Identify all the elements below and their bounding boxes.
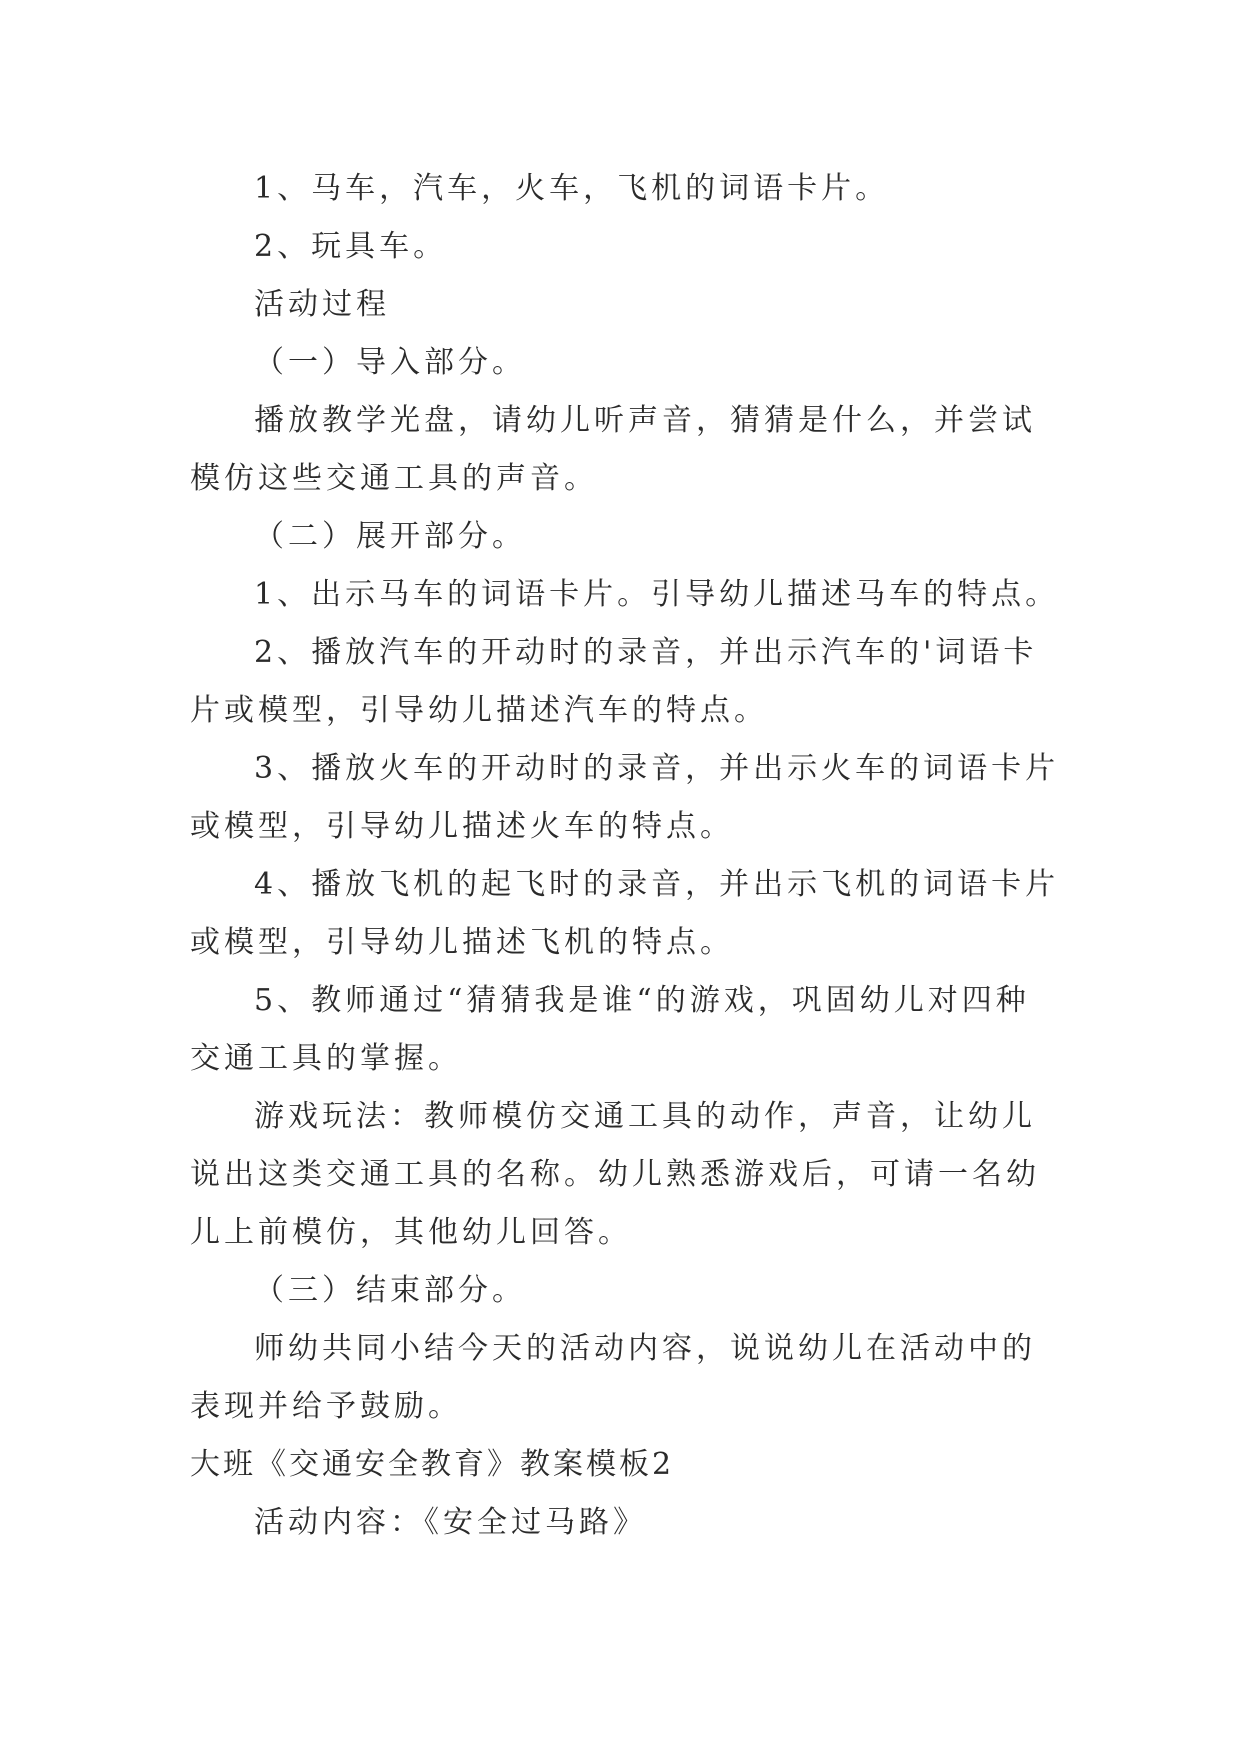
material-item-2: 2、玩具车。 <box>254 229 448 264</box>
lesson-plan-title: 大班《交通安全教育》教案模板2 <box>190 1447 675 1482</box>
document-body <box>190 160 1060 1552</box>
step-1-paragraph: 1、出示马车的词语卡片。引导幼儿描述马车的特点。 <box>254 577 1060 612</box>
step-3-paragraph: 3、播放火车的开动时的录音，并出示火车的词语卡片或模型，引导幼儿描述火车的特点。 <box>190 751 1060 844</box>
game-rules-paragraph: 游戏玩法：教师模仿交通工具的动作，声音，让幼儿说出这类交通工具的名称。幼儿熟悉游戏后，可请一名幼儿上前模仿，其他幼儿回答。 <box>190 1099 1040 1250</box>
activity-content-line: 活动内容：《安全过马路》 <box>254 1505 647 1540</box>
subsection-heading-development: （二）展开部分。 <box>254 519 526 554</box>
section-heading-activity-process: 活动过程 <box>254 287 390 322</box>
subsection-heading-intro: （一）导入部分。 <box>254 345 526 380</box>
paragraph-intro: 播放教学光盘，请幼儿听声音，猜猜是什么，并尝试模仿这些交通工具的声音。 <box>190 403 1036 496</box>
conclusion-paragraph: 师幼共同小结今天的活动内容，说说幼儿在活动中的表现并给予鼓励。 <box>190 1331 1036 1424</box>
step-5-paragraph: 5、教师通过“猜猜我是谁“的游戏，巩固幼儿对四种交通工具的掌握。 <box>190 983 1030 1076</box>
step-4-paragraph: 4、播放飞机的起飞时的录音，并出示飞机的词语卡片或模型，引导幼儿描述飞机的特点。 <box>190 867 1060 960</box>
material-item-1: 1、马车，汽车，火车，飞机的词语卡片。 <box>254 171 890 206</box>
subsection-heading-conclusion: （三）结束部分。 <box>254 1273 526 1308</box>
step-2-paragraph: 2、播放汽车的开动时的录音，并出示汽车的'词语卡片或模型，引导幼儿描述汽车的特点。 <box>190 635 1038 728</box>
